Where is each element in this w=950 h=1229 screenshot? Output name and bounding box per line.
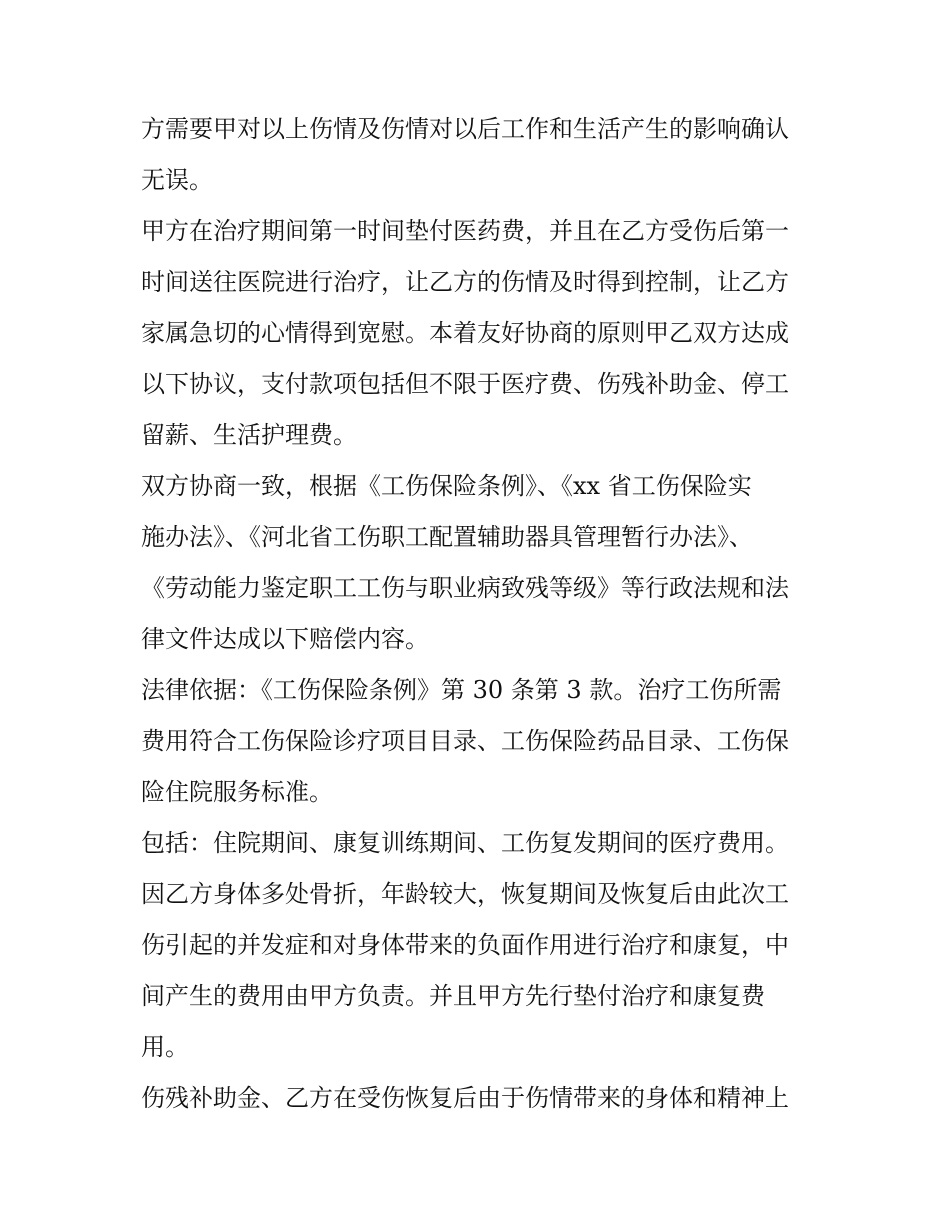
text-line: 施办法》、《河北省工伤职工配置辅助器具管理暂行办法》、 [141, 523, 753, 551]
text-line: 律文件达成以下赔偿内容。 [141, 625, 429, 653]
text-line: 费用符合工伤保险诊疗项目目录、工伤保险药品目录、工伤保 [141, 727, 789, 755]
text-line: 《劳动能力鉴定职工工伤与职业病致残等级》等行政法规和法 [141, 574, 789, 602]
text-line: 双方协商一致，根据《工伤保险条例》、《xx 省工伤保险实 [141, 472, 752, 500]
text-line: 险住院服务标准。 [141, 778, 333, 806]
text-line: 家属急切的心情得到宽慰。本着友好协商的原则甲乙双方达成 [141, 319, 789, 347]
text-line: 以下协议，支付款项包括但不限于医疗费、伤残补助金、停工 [141, 370, 789, 398]
text-line: 间产生的费用由甲方负责。并且甲方先行垫付治疗和康复费 [141, 982, 765, 1010]
text-line: 法律依据：《工伤保险条例》第 30 条第 3 款。治疗工伤所需 [141, 676, 782, 704]
document-body [141, 104, 821, 1124]
text-line: 留薪、生活护理费。 [141, 421, 357, 449]
text-line: 无误。 [141, 166, 213, 194]
text-line: 甲方在治疗期间第一时间垫付医药费，并且在乙方受伤后第一 [141, 217, 789, 245]
text-line: 包括：住院期间、康复训练期间、工伤复发期间的医疗费用。 [141, 829, 789, 857]
text-line: 方需要甲对以上伤情及伤情对以后工作和生活产生的影响确认 [141, 115, 789, 143]
text-line: 伤引起的并发症和对身体带来的负面作用进行治疗和康复，中 [141, 931, 789, 959]
text-line: 因乙方身体多处骨折，年龄较大，恢复期间及恢复后由此次工 [141, 880, 789, 908]
text-line: 伤残补助金、乙方在受伤恢复后由于伤情带来的身体和精神上 [141, 1084, 789, 1112]
text-line: 用。 [141, 1033, 189, 1061]
text-line: 时间送往医院进行治疗，让乙方的伤情及时得到控制，让乙方 [141, 268, 789, 296]
